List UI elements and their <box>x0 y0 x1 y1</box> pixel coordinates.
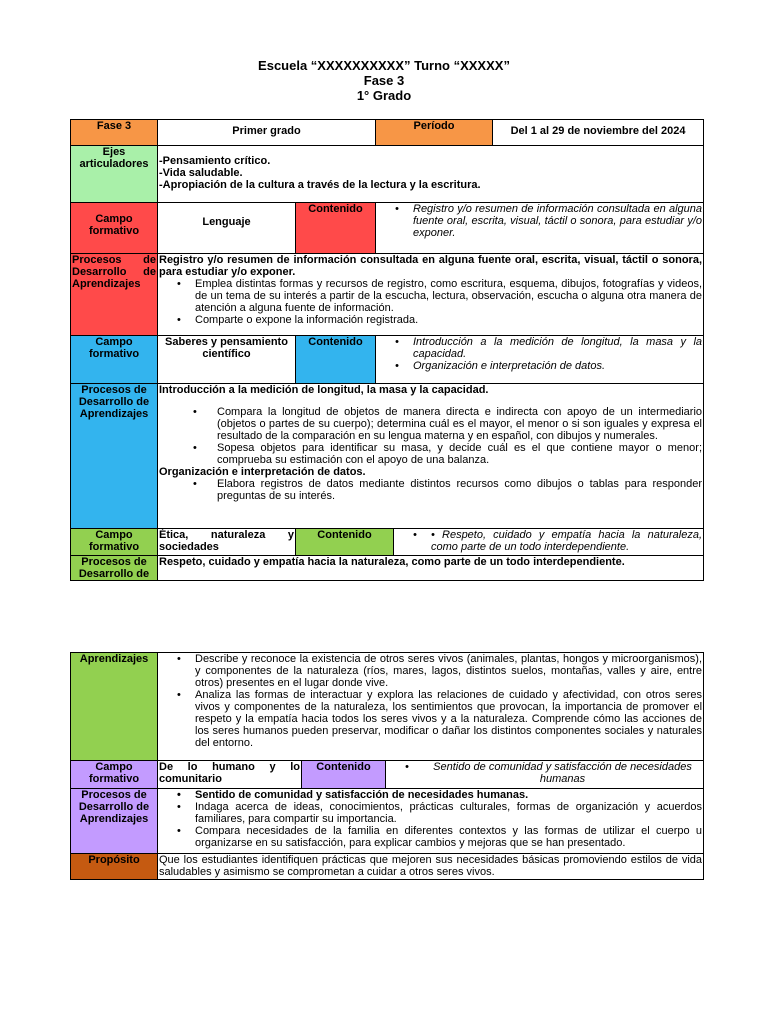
eje-item: -Apropiación de la cultura a través de la lectura y la escritura. <box>159 179 481 191</box>
document-header <box>0 58 768 103</box>
campo-formativo-3-value: Ética, naturaleza y sociedades <box>158 529 296 556</box>
proposito-value: Que los estudiantes identifiquen prácticas que mejoren sus necesidades básicas promoviendo estilos de vida saludables y asimismo se comprometan a cuidar a otros seres vivos. <box>159 854 703 878</box>
contenido-3-value <box>394 529 704 556</box>
contenido-1-label: Contenido <box>296 203 376 254</box>
pda-1-content <box>158 254 704 336</box>
pda-4-content <box>158 789 704 854</box>
contenido-1-value <box>376 203 704 254</box>
phase-line: Fase 3 <box>363 73 405 88</box>
pda-item: • Elabora registros de datos mediante distintos recursos como dibujos o tablas para responder preguntas de su interés. <box>217 478 702 502</box>
pda-item: • Compara necesidades de la familia en diferentes contextos y las formas de utilizar el cuerpo u organizarse en su satisfacción, para explicar cambios y mejoras que se han presentado. <box>195 825 702 849</box>
contenido-4-label: Contenido <box>302 761 386 789</box>
campo-formativo-4-value: De lo humano y lo comunitario <box>158 761 302 789</box>
aprendizajes-label: Aprendizajes <box>71 653 158 761</box>
pda-2-title-1: Introducción a la medición de longitud, la masa y la capacidad. <box>159 384 489 396</box>
contenido-2-value <box>376 336 704 384</box>
contenido-item: • • Respeto, cuidado y empatía hacia la naturaleza, como parte de un todo interdependiente. <box>431 529 702 553</box>
campo-formativo-3-label: Campo formativo <box>71 529 158 556</box>
pda-1-label: Procesos de Desarrollo de Aprendizajes <box>71 254 158 336</box>
aprendizajes-content <box>158 653 704 761</box>
contenido-4-value <box>386 761 704 789</box>
contenido-3-label: Contenido <box>296 529 394 556</box>
pda-2-label: Procesos de Desarrollo de Aprendizajes <box>71 384 158 529</box>
pda-item: • Indaga acerca de ideas, conocimientos, prácticas culturales, formas de organización y acuerdos familiares, para compartir su importancia. <box>195 801 702 825</box>
pda-2-title-2: Organización e interpretación de datos. <box>159 466 366 478</box>
aprendizaje-item: • Analiza las formas de interactuar y explora las relaciones de cuidado y afectividad, con otros seres vivos y componentes de la naturaleza, los sentimientos que provocan, la importancia de promover el respeto y la empatía hacia todos los seres vivos y a la naturaleza. Comprende cómo las acciones de los seres humanos pueden preservar, modificar o dañar los distintos componentes sociales y naturales del entorno. <box>195 689 702 749</box>
campo-formativo-2-value: Saberes y pensamiento científico <box>158 336 296 384</box>
contenido-2-label: Contenido <box>296 336 376 384</box>
ejes-content <box>158 146 704 203</box>
pda-4-label: Procesos de Desarrollo de Aprendizajes <box>71 789 158 854</box>
pda-item: • Emplea distintas formas y recursos de registro, como escritura, esquema, dibujos, fotografías y videos, de un tema de su interés a partir de la escucha, lectura, observación, escucha o alguna otra manera de atención a alguna fuente de información. <box>195 278 702 314</box>
pda-3-label: Procesos de Desarrollo de <box>71 556 158 581</box>
contenido-item: • Organización e interpretación de datos. <box>413 360 702 372</box>
pda-1-title: Registro y/o resumen de información consultada en alguna fuente oral, escrita, visual, táctil o sonora, para estudiar y/o exponer. <box>159 254 703 278</box>
periodo-label: Período <box>376 120 493 146</box>
eje-item: -Pensamiento crítico. <box>159 155 271 167</box>
pda-3-title: Respeto, cuidado y empatía hacia la naturaleza, como parte de un todo interdependiente. <box>158 556 704 581</box>
planning-table-bottom <box>70 652 704 880</box>
pda-item: • Sopesa objetos para identificar su masa, y decide cuál es el que contiene mayor o menor; comprueba su estimación con el apoyo de una balanza. <box>217 442 702 466</box>
campo-formativo-2-label: Campo formativo <box>71 336 158 384</box>
grade-line: 1° Grado <box>356 88 412 103</box>
pda-item: • Compara la longitud de objetos de manera directa e indirecta con apoyo de un intermediario (objetos o partes de su cuerpo); determina cuál es el mayor, el menor o si son iguales y expresa el resultado de la comparación en su lengua materna y en español, con dibujos y numerales. <box>217 406 702 442</box>
fase-cell: Fase 3 <box>71 120 158 146</box>
campo-formativo-1-label: Campo formativo <box>71 203 158 254</box>
campo-formativo-1-value: Lenguaje <box>158 203 296 254</box>
pda-item: • Sentido de comunidad y satisfacción de necesidades humanas. <box>195 789 702 801</box>
campo-formativo-4-label: Campo formativo <box>71 761 158 789</box>
pda-2-content <box>158 384 704 529</box>
periodo-value: Del 1 al 29 de noviembre del 2024 <box>493 120 704 146</box>
school-line: Escuela “XXXXXXXXXX” Turno “XXXXX” <box>258 58 510 73</box>
proposito-label: Propósito <box>71 854 158 880</box>
contenido-item: • Registro y/o resumen de información consultada en alguna fuente oral, escrita, visual, táctil o sonora, para estudiar y/o exponer. <box>413 203 702 239</box>
pda-item: • Comparte o expone la información registrada. <box>195 314 702 326</box>
planning-table-top <box>70 119 704 581</box>
aprendizaje-item: • Describe y reconoce la existencia de otros seres vivos (animales, plantas, hongos y microorganismos), y componentes de la naturaleza (ríos, mares, lagos, distintos suelos, montañas, valles y aire, entre otros) presentes en el lugar donde vive. <box>195 653 702 689</box>
ejes-label: Ejes articuladores <box>71 146 158 203</box>
eje-item: -Vida saludable. <box>159 167 243 179</box>
contenido-item: • Introducción a la medición de longitud, la masa y la capacidad. <box>413 336 702 360</box>
grado-cell: Primer grado <box>158 120 376 146</box>
contenido-item: • Sentido de comunidad y satisfacción de necesidades humanas <box>423 761 702 785</box>
